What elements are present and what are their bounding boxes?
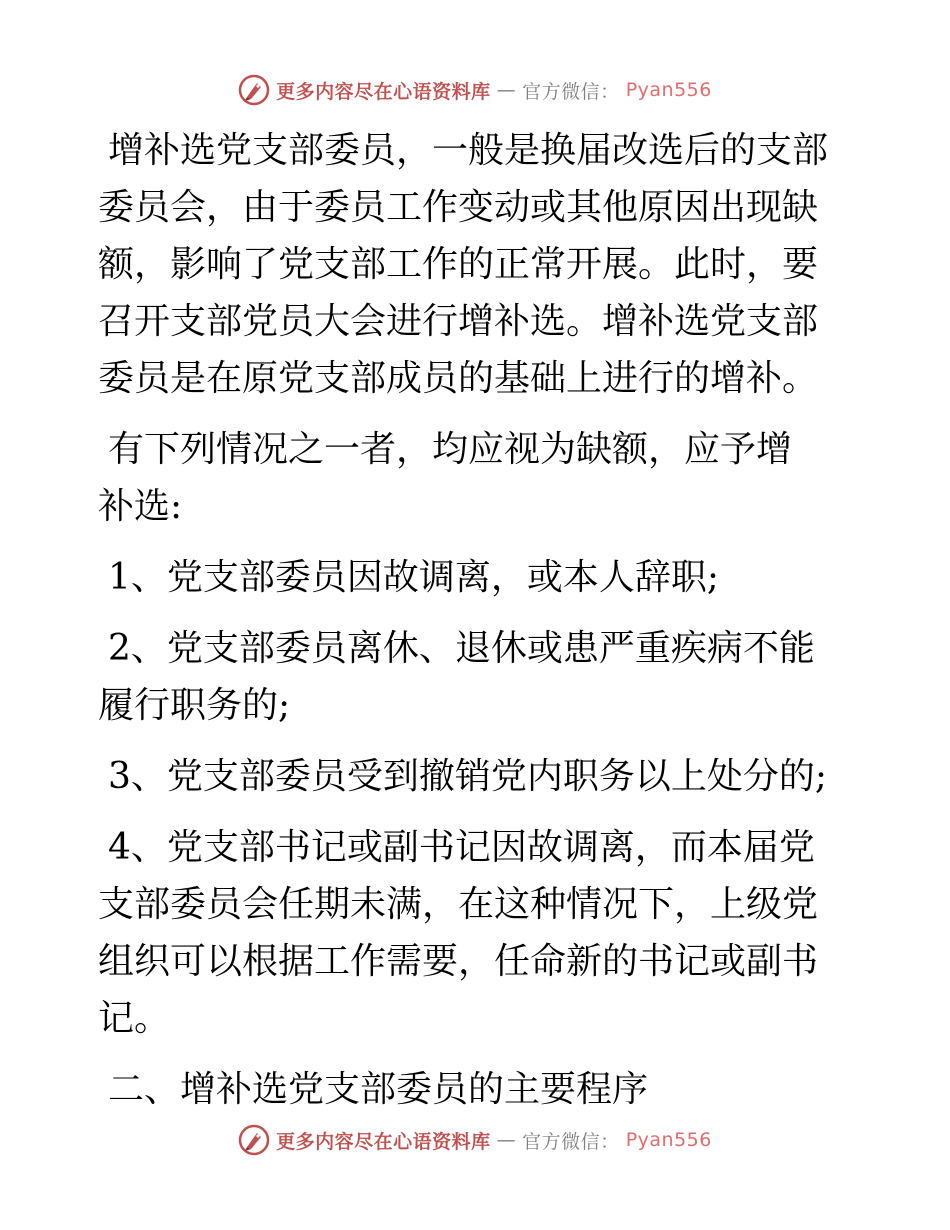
watermark-official-label: 官方微信： [522, 1130, 620, 1153]
section-heading-procedure: 二、增补选党支部委员的主要程序 [108, 1069, 649, 1110]
list-item-condition-2: 2、党支部委员离休、退休或患严重疾病不能履行职务的; [98, 628, 815, 726]
document-body [98, 122, 850, 1132]
header-watermark [0, 70, 950, 110]
list-item-condition-4: 4、党支部书记或副书记因故调离，而本届党支部委员会任期未满，在这种情况下，上级党组织可以根据工作需要，任命新的书记或副书记。 [98, 827, 819, 1039]
watermark-content [238, 74, 712, 106]
list-item-condition-1: 1、党支部委员因故调离，或本人辞职; [108, 557, 720, 598]
paragraph-intro: 增补选党支部委员，一般是换届改选后的支部委员会，由于委员工作变动或其他原因出现缺额，影响了党支部工作的正常开展。此时，要召开支部党员大会进行增补选。增补选党支部委员是在原党支部成员的基础上进行的增补。 [98, 130, 829, 399]
footer-watermark [0, 1120, 950, 1160]
paragraph-conditions-lead: 有下列情况之一者，均应视为缺额，应予增补选: [98, 429, 793, 527]
watermark-wechat-id: Pyan556 [625, 79, 712, 101]
pen-nib-icon [238, 1124, 270, 1156]
list-item-condition-3: 3、党支部委员受到撤销党内职务以上处分的; [108, 756, 828, 797]
watermark-content [238, 1124, 712, 1156]
watermark-main-text: 更多内容尽在心语资料库 [276, 80, 491, 103]
watermark-dash: — [496, 1129, 517, 1151]
watermark-dash: — [496, 79, 517, 101]
watermark-official-label: 官方微信： [522, 80, 620, 103]
pen-nib-icon [238, 74, 270, 106]
watermark-main-text: 更多内容尽在心语资料库 [276, 1130, 491, 1153]
watermark-wechat-id: Pyan556 [625, 1129, 712, 1151]
